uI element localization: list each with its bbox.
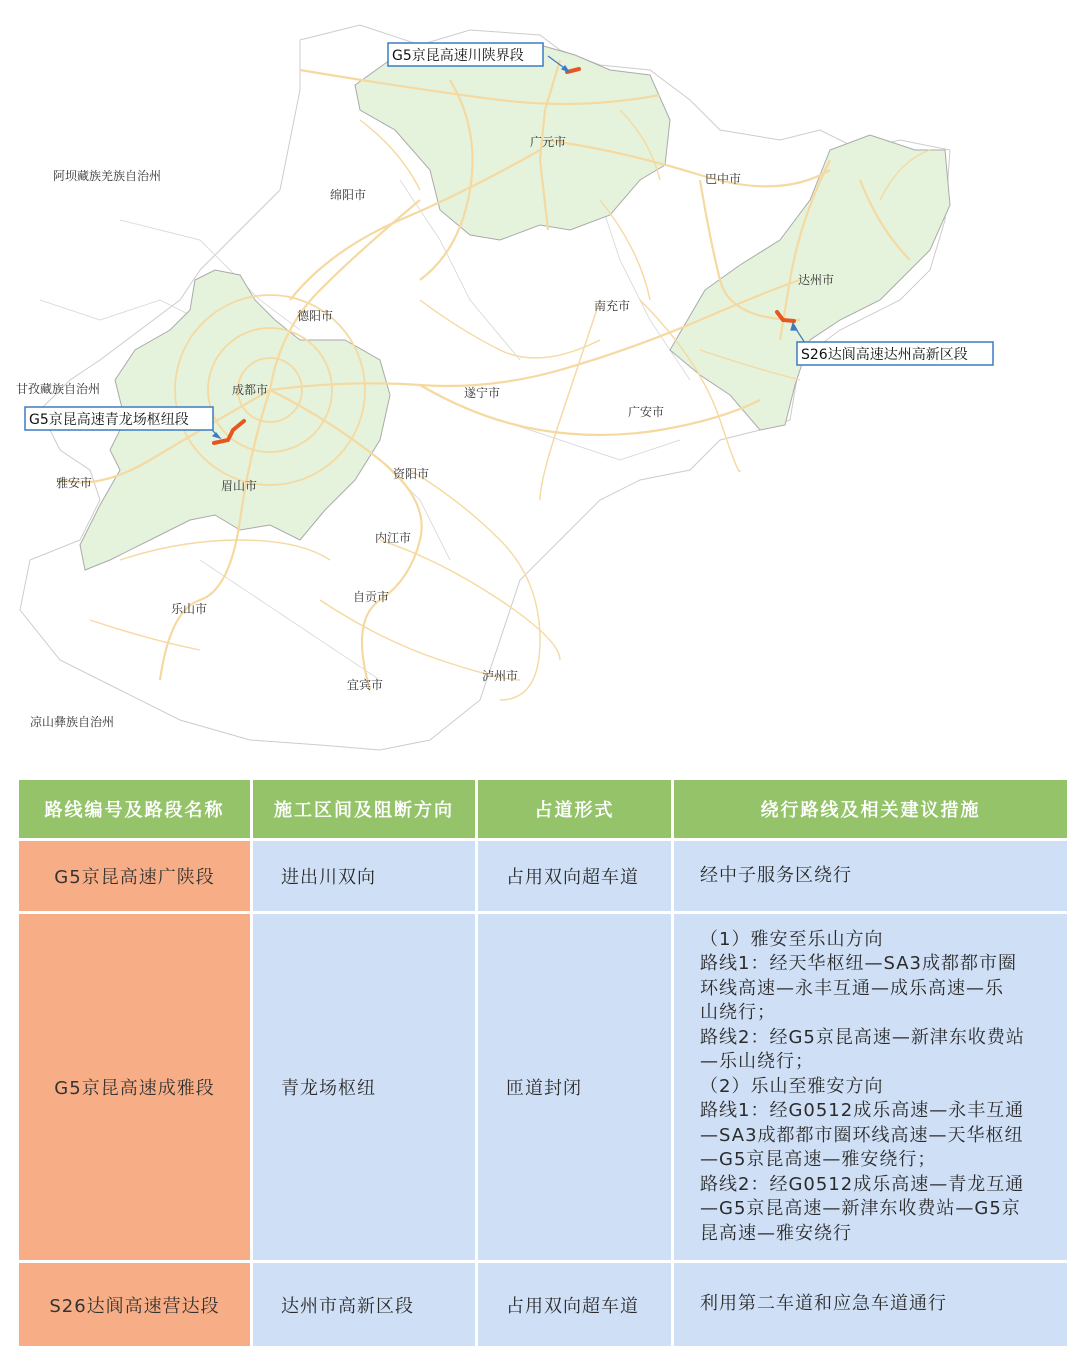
detour-line: 山绕行； <box>700 1002 776 1024</box>
header-detour-measures: 绕行路线及相关建议措施 <box>674 780 1067 838</box>
detour-line: （1）雅安至乐山方向 <box>700 928 884 950</box>
detour-line: （2）乐山至雅安方向 <box>700 1075 884 1097</box>
detour-cell <box>674 1263 1067 1346</box>
callout-qinglongchang[interactable] <box>25 407 213 430</box>
city-label-nanchong: 南充市 <box>594 299 631 313</box>
route-name-cell: S26达阆高速营达段 <box>19 1263 250 1346</box>
section-cell: 青龙场枢纽 <box>253 914 475 1260</box>
callout-label-guangshan: G5京昆高速川陕界段 <box>392 48 524 64</box>
city-label-deyang: 德阳市 <box>297 309 334 323</box>
section-cell: 进出川双向 <box>253 841 475 911</box>
city-label-meishan: 眉山市 <box>221 479 258 493</box>
detour-line: 路线1：经G0512成乐高速—永丰互通 <box>700 1100 1025 1122</box>
detour-cell <box>674 914 1067 1260</box>
table-row <box>19 841 1067 911</box>
city-label-suining: 遂宁市 <box>464 386 501 400</box>
detour-line: 利用第二车道和应急车道通行 <box>700 1293 947 1315</box>
detour-line: —G5京昆高速—雅安绕行； <box>700 1149 937 1171</box>
city-label-bazhong: 巴中市 <box>705 172 742 186</box>
table-row <box>19 914 1067 1260</box>
header-route-name: 路线编号及路段名称 <box>19 780 250 838</box>
callout-label-qinglongchang: G5京昆高速青龙场枢纽段 <box>29 412 189 428</box>
region-label-ganzi: 甘孜藏族自治州 <box>16 382 101 396</box>
detour-line: 经中子服务区绕行 <box>700 864 852 886</box>
city-label-zigong: 自贡市 <box>353 590 390 604</box>
detour-line: —SA3成都都市圈环线高速—天华枢纽 <box>700 1124 1024 1146</box>
occupation-cell: 占用双向超车道 <box>478 1263 671 1346</box>
city-label-mianyang: 绵阳市 <box>330 188 367 202</box>
route-name-cell: G5京昆高速广陕段 <box>19 841 250 911</box>
route-name-cell: G5京昆高速成雅段 <box>19 914 250 1260</box>
callout-dazhou[interactable] <box>797 342 993 365</box>
city-label-guangyuan: 广元市 <box>530 135 567 149</box>
section-cell: 达州市高新区段 <box>253 1263 475 1346</box>
city-label-guangan: 广安市 <box>628 405 665 419</box>
detour-line: —乐山绕行； <box>700 1051 814 1073</box>
detour-line: 路线1：经天华枢纽—SA3成都都市圈 <box>700 953 1017 975</box>
callout-label-dazhou: S26达阆高速达州高新区段 <box>801 347 968 363</box>
table-header-row <box>19 780 1067 838</box>
detour-line: 昆高速—雅安绕行 <box>700 1222 852 1244</box>
city-label-yaan: 雅安市 <box>56 476 93 490</box>
detour-line: 路线2：经G5京昆高速—新津东收费站 <box>700 1026 1025 1048</box>
city-label-luzhou: 泸州市 <box>482 669 519 683</box>
city-label-leshan: 乐山市 <box>171 602 208 616</box>
occupation-cell: 占用双向超车道 <box>478 841 671 911</box>
detour-line: —G5京昆高速—新津东收费站—G5京 <box>700 1198 1021 1220</box>
detour-cell <box>674 841 1067 911</box>
city-label-yibin: 宜宾市 <box>347 678 384 692</box>
detour-table <box>16 777 1070 1349</box>
callout-guangshan[interactable] <box>388 43 543 66</box>
header-construction-section: 施工区间及阻断方向 <box>253 780 475 838</box>
city-label-neijiang: 内江市 <box>375 531 412 545</box>
occupation-cell: 匝道封闭 <box>478 914 671 1260</box>
detour-line: 环线高速—永丰互通—成乐高速—乐 <box>700 977 1004 999</box>
region-label-aba: 阿坝藏族羌族自治州 <box>53 169 162 183</box>
region-label-liangshan: 凉山彝族自治州 <box>30 715 115 729</box>
city-label-chengdu: 成都市 <box>232 383 269 397</box>
city-label-dazhou: 达州市 <box>798 273 835 287</box>
detour-table-container <box>16 777 1064 1349</box>
table-row <box>19 1263 1067 1346</box>
detour-line: 路线2：经G0512成乐高速—青龙互通 <box>700 1173 1025 1195</box>
header-lane-occupation: 占道形式 <box>478 780 671 838</box>
city-label-ziyang: 资阳市 <box>393 467 430 481</box>
